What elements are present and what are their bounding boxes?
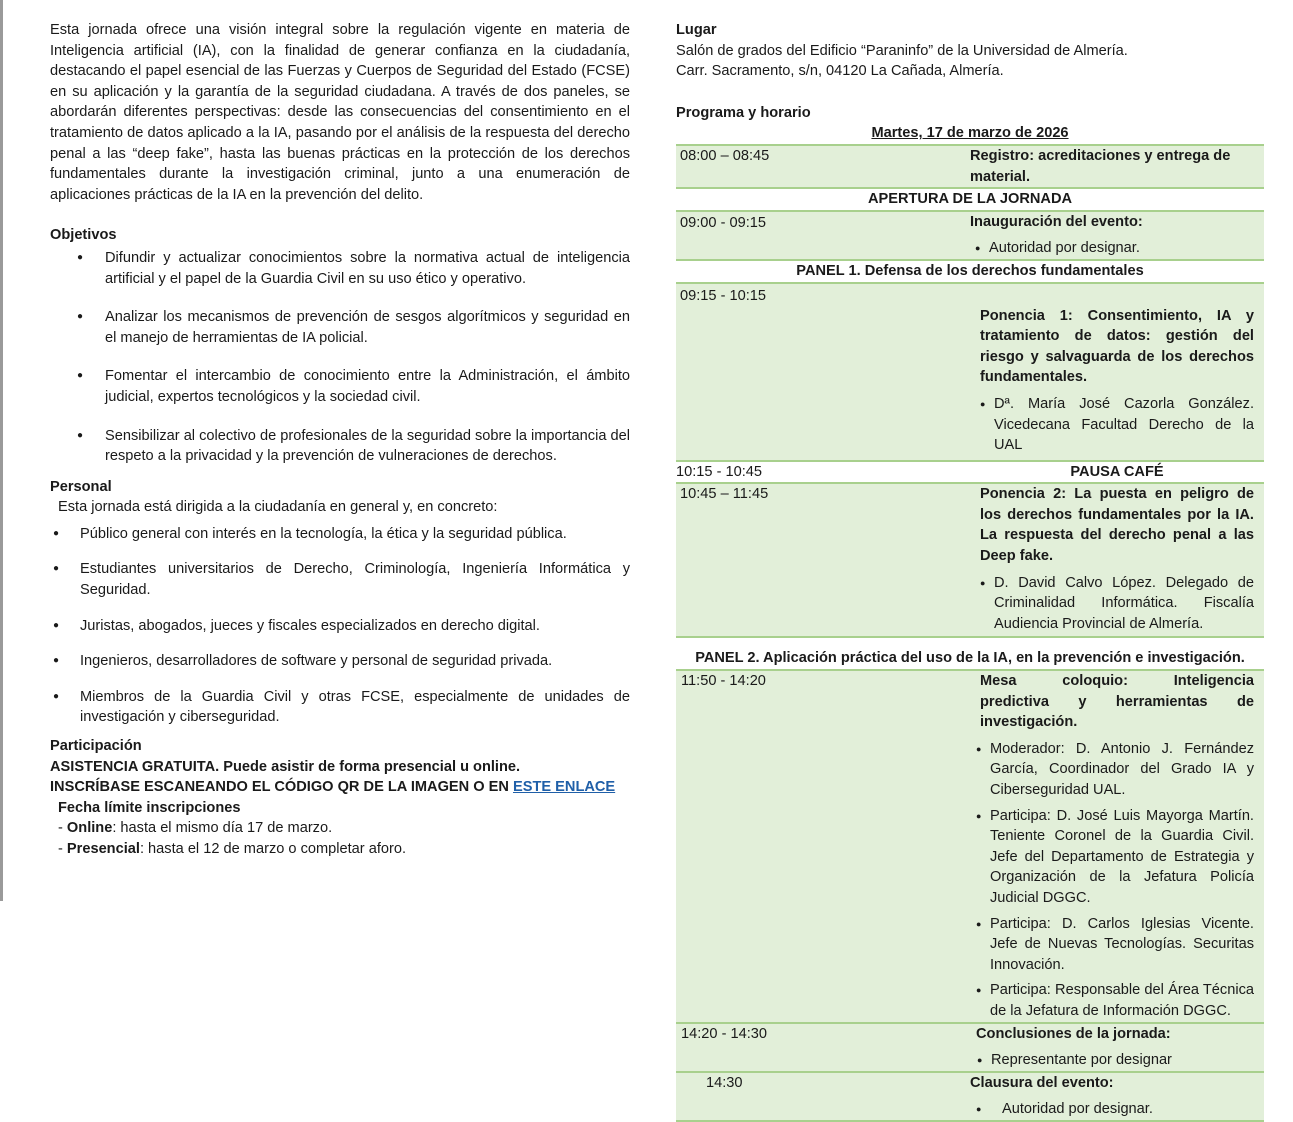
mesa-cell: [970, 670, 1264, 1023]
ponencia2-title: Ponencia 2: La puesta en peligro de los derechos fundamentales por la IA. La respuesta del derecho penal a las Deep fake.: [980, 486, 1254, 565]
participacion-heading: Participación: [50, 738, 142, 755]
table-row: [676, 483, 1264, 637]
asistencia-text: ASISTENCIA GRATUITA. Puede asistir de forma presencial u online.: [50, 758, 521, 775]
pausa-text: PAUSA CAFÉ: [1070, 463, 1164, 480]
list-item: ● Representante por designar: [977, 1050, 1254, 1071]
left-column: [50, 20, 630, 860]
online-text: : hasta el mismo día 17 de marzo.: [112, 820, 333, 837]
list-item: ● Participa: Responsable del Área Técnica de la Jefatura de Información DGGC.: [976, 980, 1254, 1021]
list-item: ● Dª. María José Cazorla González. Vicedecana Facultad Derecho de la UAL: [980, 394, 1254, 456]
list-item: ● Autoridad por designar.: [975, 238, 1264, 259]
table-row: [676, 145, 1264, 188]
panel2-heading: PANEL 2. Aplicación práctica del uso de la IA, en la prevención e investigación.: [695, 650, 1245, 667]
inauguracion-list: [975, 238, 1264, 259]
table-row: [676, 1072, 1264, 1121]
list-item: ● Estudiantes universitarios de Derecho, Criminología, Ingeniería Informática y Seguridad.: [50, 559, 630, 600]
ponencia1-time: 09:15 - 10:15: [680, 287, 767, 304]
presencial-label: Presencial: [66, 841, 140, 857]
inauguracion-title: Inauguración del evento:: [970, 213, 1143, 230]
date-row: [676, 123, 1264, 145]
conclusiones-time: 14:20 - 14:30: [681, 1025, 768, 1042]
list-item: ● Sensibilizar al colectivo de profesionales de la seguridad sobre la importancia del respeto a la privacidad y la prevención de vulneraciones de derechos.: [50, 426, 630, 467]
ponencia2-time: 10:45 – 11:45: [680, 486, 769, 503]
personal-heading: Personal: [50, 478, 112, 495]
intro-paragraph: Esta jornada ofrece una visión integral sobre la regulación vigente en materia de Inteligencia artificial (IA), con la finalidad de generar confianza en la ciudadanía, destacando el papel esencial de las Fuerzas y Cuerpos de Seguridad del Estado (FCSE) en su aplicación y la garantía de la seguridad ciudadana. A través de dos paneles, se abordarán diferentes perspectivas: desde las consecuencias del consentimiento en el tratamiento de datos aplicado a la IA, pasando por el análisis de la respuesta del derecho penal a las “deep fake”, hasta las buenas prácticas en la protección de los derechos fundamentales durante la investigación criminal, junto a una enumeración de aplicaciones prácticas de la IA en la prevención del delito.: [50, 22, 630, 203]
list-item: ● Ingenieros, desarrolladores de software y personal de seguridad privada.: [50, 651, 630, 672]
list-item: ● Juristas, abogados, jueces y fiscales especializados en derecho digital.: [50, 616, 630, 637]
panel1-row: [676, 260, 1264, 283]
list-item: ● Participa: D. Carlos Iglesias Vicente. Jefe de Nuevas Tecnologías. Securitas Innovación.: [976, 914, 1254, 976]
inauguracion-cell: [970, 211, 1264, 260]
conclusiones-list: [977, 1050, 1254, 1071]
registro-text: Registro: acreditaciones y entrega de material.: [970, 147, 1231, 185]
list-item: ● Público general con interés en la tecnología, la ética y la seguridad pública.: [50, 524, 630, 545]
lugar-line-2: Carr. Sacramento, s/n, 04120 La Cañada, Almería.: [676, 63, 1004, 80]
list-item: ● Difundir y actualizar conocimientos sobre la normativa actual de inteligencia artificial y el papel de la Guardia Civil en su uso ético y operativo.: [50, 248, 630, 289]
ponencia1-cell: [970, 283, 1264, 461]
clausura-title: Clausura del evento:: [970, 1074, 1114, 1091]
conclusiones-title: Conclusiones de la jornada:: [976, 1025, 1171, 1042]
list-item: ● Fomentar el intercambio de conocimiento entre la Administración, el ámbito judicial, expertos tecnológicos y la sociedad civil.: [50, 366, 630, 407]
pausa-time: 10:15 - 10:45: [676, 463, 763, 480]
right-column: [676, 20, 1264, 1122]
list-item: ● Miembros de la Guardia Civil y otras FCSE, especialmente de unidades de investigación y ciberseguridad.: [50, 687, 630, 728]
table-row: [676, 211, 1264, 260]
mesa-list: [976, 739, 1254, 1022]
personal-intro: Esta jornada está dirigida a la ciudadanía en general y, en concreto:: [58, 499, 498, 516]
fecha-limite-heading: Fecha límite inscripciones: [58, 799, 241, 816]
schedule-table: [676, 123, 1264, 1122]
table-row: [676, 1023, 1264, 1072]
ponencia2-cell: [970, 483, 1264, 637]
objetivos-heading: Objetivos: [50, 227, 117, 244]
table-row: [676, 670, 1264, 1023]
registration-link[interactable]: ESTE ENLACE: [513, 779, 616, 796]
programa-heading: Programa y horario: [676, 104, 811, 121]
personal-list: [50, 524, 630, 728]
list-item: ● Moderador: D. Antonio J. Fernández García, Coordinador del Grado IA y Ciberseguridad UAL.: [976, 739, 1254, 801]
lugar-heading: Lugar: [676, 22, 717, 38]
apertura-heading: APERTURA DE LA JORNADA: [867, 191, 1073, 208]
panel2-row: [676, 637, 1264, 670]
table-row: [676, 461, 1264, 484]
mesa-time: 11:50 - 14:20: [681, 673, 766, 690]
presencial-deadline: - Presencial: hasta el 12 de marzo o completar aforo.: [58, 841, 407, 857]
objetivos-list: [50, 248, 630, 467]
registro-time: 08:00 – 08:45: [680, 147, 770, 164]
inscripcion-text: [50, 777, 630, 798]
ponencia1-list: [980, 394, 1254, 456]
conclusiones-cell: [970, 1023, 1264, 1072]
clausura-list: [976, 1099, 1264, 1120]
schedule-date: Martes, 17 de marzo de 2026: [676, 123, 1264, 145]
list-item: ● Analizar los mecanismos de prevención de sesgos algorítmicos y seguridad en el manejo de herramientas de IA policial.: [50, 307, 630, 348]
page-edge: [0, 0, 3, 901]
clausura-time: 14:30: [706, 1074, 743, 1091]
mesa-title: Mesa coloquio: Inteligencia predictiva y herramientas de investigación.: [980, 673, 1254, 731]
apertura-row: [676, 188, 1264, 211]
clausura-cell: [970, 1072, 1264, 1121]
table-row: [676, 283, 1264, 461]
online-deadline: - Online: hasta el mismo día 17 de marzo.: [58, 820, 333, 837]
list-item: ● Participa: D. José Luis Mayorga Martín. Teniente Coronel de la Guardia Civil. Jefe del Departamento de Estrategia y Organización de la Jefatura Policía Judicial DGGC.: [976, 806, 1254, 909]
inscripcion-label: INSCRÍBASE ESCANEANDO EL CÓDIGO QR DE LA IMAGEN O EN: [50, 779, 509, 796]
inauguracion-time: 09:00 - 09:15: [680, 214, 767, 231]
list-item: ● Autoridad por designar.: [976, 1099, 1264, 1120]
list-item: ● D. David Calvo López. Delegado de Criminalidad Informática. Fiscalía Audiencia Provincial de Almería.: [980, 573, 1254, 635]
lugar-line-1: Salón de grados del Edificio “Paraninfo” de la Universidad de Almería.: [676, 42, 1128, 59]
panel1-heading: PANEL 1. Defensa de los derechos fundamentales: [796, 262, 1144, 279]
online-label: Online: [66, 820, 113, 837]
ponencia1-title: Ponencia 1: Consentimiento, IA y tratamiento de datos: gestión del riesgo y salvaguarda de los derechos fundamentales.: [980, 307, 1254, 386]
ponencia2-list: [980, 573, 1254, 635]
presencial-text: : hasta el 12 de marzo o completar aforo.: [139, 841, 407, 857]
